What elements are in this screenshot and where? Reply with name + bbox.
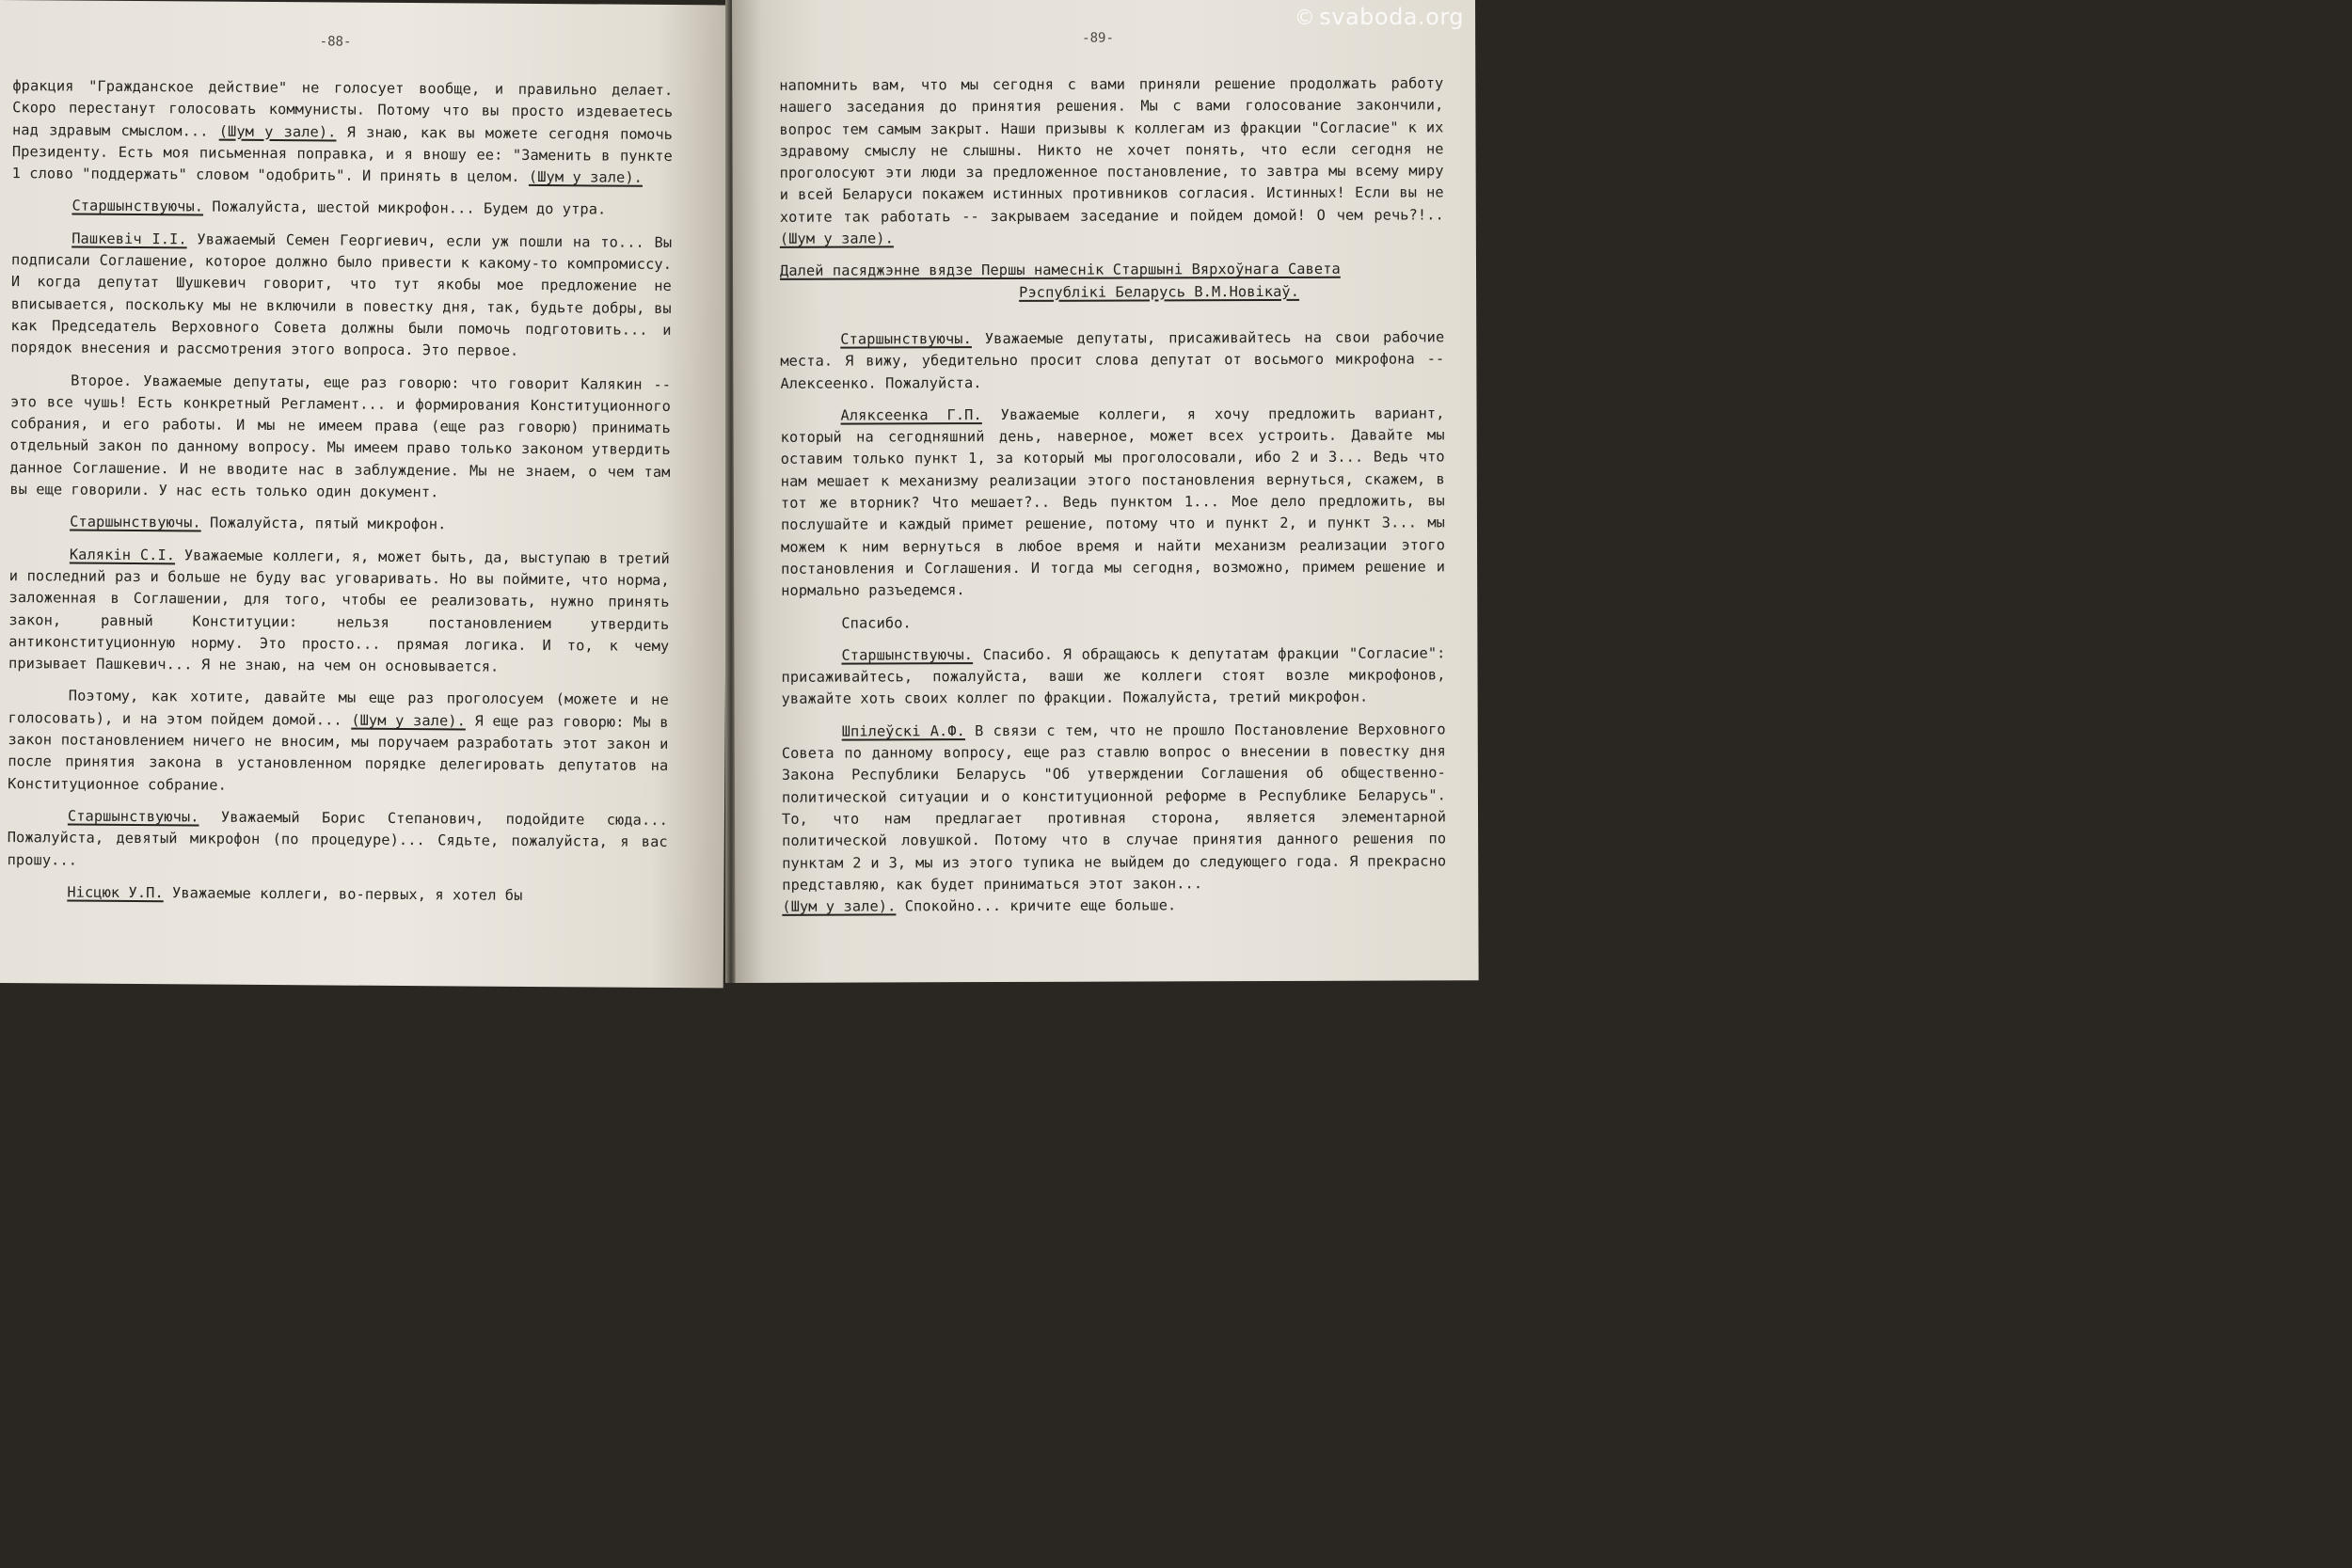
- speaker-name: Старшынствуючы.: [72, 198, 204, 215]
- speaker-name: Калякін С.І.: [69, 546, 176, 563]
- right-page-number: -89-: [1082, 30, 1114, 46]
- left-page-number: -88-: [319, 34, 352, 50]
- speech-text: Пожалуйста, пятый микрофон.: [200, 514, 447, 533]
- noise-remark: (Шум у зале).: [351, 711, 466, 730]
- text-segment: Я знаю, как вы можете сегодня помочь Президенту. Есть моя письменная поправка, и я вношу ее: "Заменить в пункте 1 слово "поддержать" словом "одобрить". И принять в целом.: [11, 123, 674, 186]
- speech-text: Второе. Уважаемые депутаты, еще раз говорю: что говорит Калякин -- это все чушь! Есть конкретный Регламент... и формирования Конституционного собрания, и его работы. И мы не имеем права (еще раз говорю) принимать отдельный закон по данному вопросу. Мы имеем право только законом утвердить данное Соглашение. И не вводите нас в заблуждение. Мы не знаем, о чем там вы еще говорили. У нас есть только один документ.: [9, 372, 672, 501]
- speech-text: Спасибо. Я обращаюсь к депутатам фракции "Согласие": присаживайтесь, пожалуйста, ваши же коллеги стоят возле микрофонов, уважайте хоть своих коллег по фракции. Пожалуйста, третий микрофон.: [781, 644, 1446, 708]
- speaker-name: Нісцюк У.П.: [67, 883, 164, 902]
- noise-remark: (Шум у зале).: [218, 122, 337, 141]
- right-chair-note: [780, 259, 1444, 305]
- watermark: [1295, 4, 1464, 30]
- right-paragraph-5: [781, 610, 1445, 635]
- noise-remark: (Шум у зале).: [779, 230, 894, 247]
- right-paragraph-4: [781, 403, 1446, 602]
- book-spread: [0, 0, 1475, 983]
- left-paragraph-3: [10, 228, 672, 364]
- text-segment: Я еще раз говорю: Мы в закон постановлением ничего не вносим, мы поручаем разработать этот закон и после принятия закона в установленном порядке делегировать депутатов на Конституционное собрание.: [8, 712, 669, 794]
- noise-remark: (Шум у зале).: [528, 168, 644, 186]
- text-segment: Поэтому, как хотите, давайте мы еще раз проголосуем (можете и не голосовать), и на этом пойдем домой...: [8, 687, 669, 729]
- speech-text: Уважаемые коллеги, во-первых, я хотел бы: [163, 884, 523, 904]
- chair-note-line-1: Далей пасяджэнне вядзе Першы намеснік Старшыні Вярхоўнага Савета: [779, 261, 1341, 280]
- speaker-name: Старшынствуючы.: [70, 513, 201, 531]
- right-paragraph-6: [781, 642, 1445, 710]
- speech-text: Уважаемые коллеги, я хочу предложить вариант, который на сегодняшний день, наверное, может всех устроить. Давайте мы оставим только пункт 1, за который мы проголосовали, ибо 2 и 3... Ведь что нам мешает к механизму реализации этого постановления вернуться, скажем, в тот же вторник? Что мешает?.. Ведь пунктом 1... Мое дело предложить, вы послушайте и каждый примет решение, потому что и пункт 2, и пункт 3... мы можем к ним вернуться в любое время и найти механизм реализации этого постановления и Соглашения. И тогда мы сегодня, возможно, примем решение и нормально разъедемся.: [780, 404, 1446, 600]
- left-paragraph-7: [8, 686, 669, 800]
- left-paragraph-5: [9, 511, 670, 537]
- left-paragraph-2: [11, 196, 672, 222]
- speaker-name: Шпілеўскі А.Ф.: [841, 721, 965, 740]
- right-paragraph-1: [779, 72, 1444, 250]
- copyright-icon: ©: [1294, 7, 1316, 30]
- speaker-name: Старшынствуючы.: [841, 645, 974, 664]
- right-page: [732, 0, 1479, 983]
- right-paragraph-3: [780, 326, 1444, 394]
- speech-text: Уважаемые коллеги, я, может быть, да, выступаю в третий и последний раз и больше не буду вас уговаривать. Но вы поймите, что норма, заложенная в Соглашении, для того, чтобы ее реализовать, нужно принять закон, равный Конституции: нельзя постановлением утвердить антиконституционную норму. Это просто... прямая логика. И то, к чему призывает Пашкевич... Я не знаю, на чем он основывается.: [8, 546, 670, 675]
- watermark-text: svaboda.org: [1319, 4, 1464, 30]
- text-segment: напомнить вам, что мы сегодня с вами приняли решение продолжать работу нашего заседания до принятия решения. Мы с вами голосование закончили, вопрос тем самым закрыт. Наши призывы к коллегам из фракции "Согласие" к их здравому смыслу не слышны. Никто не хочет понять, что если сегодня не проголосуют эти люди за предложенное постановление, то завтра мы всему миру и всей Беларуси покажем истинных противников согласия. Истинных! Если вы не хотите так работать -- закрываем заседание и пойдем домой! О чем речь?!..: [779, 74, 1444, 226]
- left-paragraph-9: [7, 881, 667, 908]
- speech-text: В связи с тем, что не прошло Постановление Верховного Совета по данному вопросу, еще раз ставлю вопрос о внесении в повестку дня Закона Республики Беларусь "Об утверждении Соглашения об общественно-политической ситуации и о конституционной реформе в Республике Беларусь". То, что нам предлагает противная сторона, является элементарной политической ловушкой. Потому что в случае принятия данного решения по пунктам 2 и 3, мы из этого тупика не выйдем до следующего года. Я прекрасно представляю, как будет приниматься этот закон...: [781, 721, 1447, 894]
- speech-text: Спасибо.: [841, 613, 912, 632]
- text-segment: фракция "Гражданское действие" не голосует вообще, и правильно делает. Скоро перестанут голосовать коммунисты. Потому что вы просто издеваетесь над здравым смыслом...: [11, 77, 674, 140]
- speech-text: Пожалуйста, шестой микрофон... Будем до утра.: [203, 198, 607, 218]
- noise-remark: (Шум у зале).: [782, 897, 897, 915]
- speaker-name: Старшынствуючы.: [840, 330, 972, 348]
- left-page: [0, 0, 730, 988]
- speaker-name: Пашкевіч І.І.: [72, 230, 187, 248]
- text-segment: Спокойно... кричите еще больше.: [896, 896, 1177, 915]
- left-paragraph-8: [8, 805, 668, 876]
- speech-text: Уважаемый Семен Георгиевич, если уж пошли на то... Вы подписали Соглашение, которое должно было привести к какому-то компромиссу. И когда депутат Шушкевич говорит, что тут якобы мое предложение не вписывается, поскольку мы не включили в повестку дня, так, будьте добры, вы как Председатель Верховного Совета должны были помочь подготовить... и порядок внесения и рассмотрения этого вопроса. Это первое.: [10, 230, 673, 360]
- right-paragraph-8: [782, 894, 1446, 918]
- speech-text: Уважаемый Борис Степанович, подойдите сюда... Пожалуйста, девятый микрофон (по процедуре)... Сядьте, пожалуйста, я вас прошу...: [7, 808, 668, 869]
- left-paragraph-1: [12, 75, 674, 189]
- left-paragraph-4: [9, 370, 671, 506]
- speaker-name: Старшынствуючы.: [67, 807, 199, 826]
- speaker-name: Аляксеенка Г.П.: [840, 405, 982, 424]
- chair-note-line-2: Рэспублікі Беларусь В.М.Новікаў.: [1019, 282, 1300, 301]
- right-paragraph-7: [782, 719, 1447, 896]
- speech-text: Уважаемые депутаты, присаживайтесь на свои рабочие места. Я вижу, убедительно просит слова депутат от восьмого микрофона -- Алексеенко. Пожалуйста.: [780, 328, 1445, 392]
- left-paragraph-6: [8, 544, 670, 680]
